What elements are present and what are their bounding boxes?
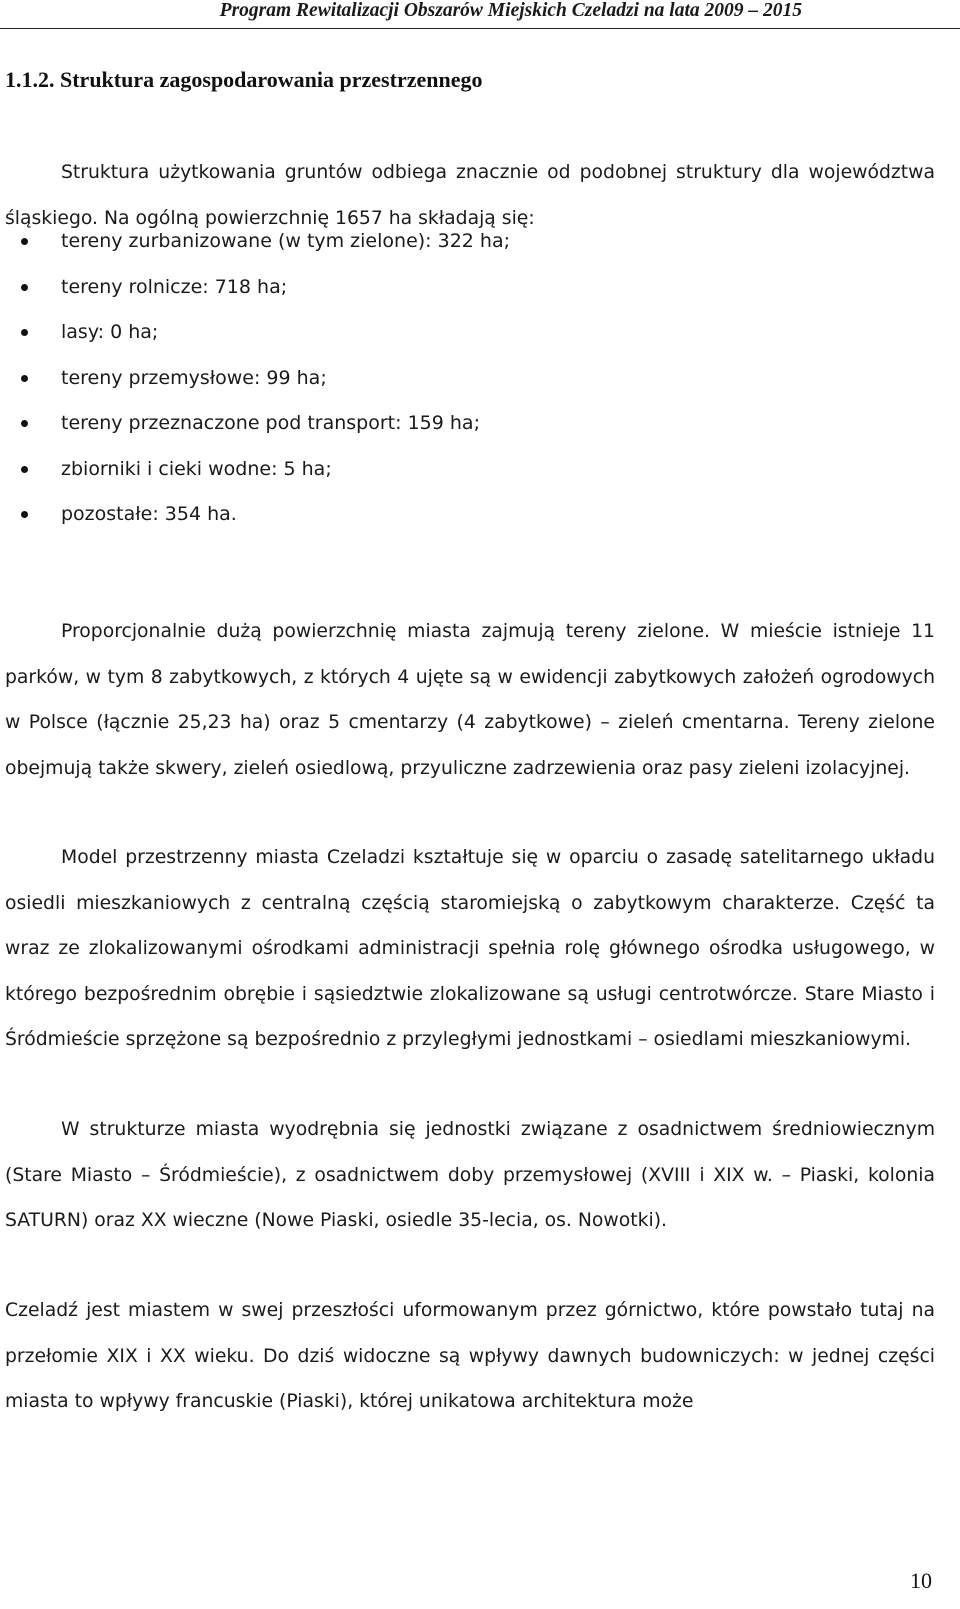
bullet-icon xyxy=(21,375,28,382)
bullet-icon xyxy=(21,329,28,336)
spatial-model-paragraph xyxy=(5,835,935,1063)
bullet-icon xyxy=(21,420,28,427)
list-item xyxy=(5,356,935,402)
list-item xyxy=(5,310,935,356)
list-item xyxy=(5,401,935,447)
list-item-text: lasy: 0 ha; xyxy=(61,321,159,343)
land-use-list xyxy=(5,219,935,538)
green-areas-paragraph xyxy=(5,609,935,791)
bullet-icon xyxy=(21,511,28,518)
list-item xyxy=(5,447,935,493)
list-item-text: zbiorniki i cieki wodne: 5 ha; xyxy=(61,457,332,480)
list-item xyxy=(5,265,935,311)
section-heading: 1.1.2. Struktura zagospodarowania przestrzennego xyxy=(5,67,483,92)
list-item-text: tereny zurbanizowane (w tym zielone): 322 ha; xyxy=(61,230,511,252)
paragraph-text: Model przestrzenny miasta Czeladzi kształtuje się w oparciu o zasadę satelitarnego układu osiedli mieszkaniowych z centralną częścią staromiejską o zabytkowym charakterze. Część ta wraz ze zlokalizowanymi ośrodkami administracji spełnia rolę głównego ośrodka usługowego, w którego bezpośrednim obrębie i sąsiedztwie zlokalizowane są usługi centrotwórcze. Stare Miasto i Śródmieście sprzężone są bezpośrednio z przyległymi jednostkami – osiedlami mieszkaniowymi. xyxy=(5,847,935,1050)
list-item-text: tereny przemysłowe: 99 ha; xyxy=(61,366,327,389)
list-item xyxy=(5,219,935,265)
list-item-text: pozostałe: 354 ha. xyxy=(61,503,237,525)
header-divider xyxy=(0,28,960,29)
bullet-icon xyxy=(21,284,28,291)
intro-text: Struktura użytkowania gruntów odbiega znacznie od podobnej struktury dla województwa śląskiego. Na ogólną powierzchnię 1657 ha składają się: xyxy=(5,162,935,229)
paragraph-text: Proporcjonalnie dużą powierzchnię miasta zajmują tereny zielone. W mieście istnieje 11 parków, w tym 8 zabytkowych, z których 4 ujęte są w ewidencji zabytkowych założeń ogrodowych w Polsce (łącznie 25,23 ha) oraz 5 cmentarzy (4 zabytkowe) – zieleń cmentarna. Tereny zielone obejmują także skwery, zieleń osiedlową, przyuliczne zadrzewienia oraz pasy zieleni izolacyjnej. xyxy=(5,621,935,779)
bullet-icon xyxy=(21,238,28,245)
list-item xyxy=(5,492,935,538)
paragraph-text: W strukturze miasta wyodrębnia się jednostki związane z osadnictwem średniowiecznym (Stare Miasto – Śródmieście), z osadnictwem doby przemysłowej (XVIII i XIX w. – Piaski, kolonia SATURN) oraz XX wieczne (Nowe Piaski, osiedle 35-lecia, os. Nowotki). xyxy=(5,1119,935,1231)
mining-history-paragraph xyxy=(5,1288,935,1425)
running-header: Program Rewitalizacji Obszarów Miejskich Czeladzi na lata 2009 – 2015 xyxy=(219,0,802,21)
list-item-text: tereny rolnicze: 718 ha; xyxy=(61,275,288,298)
bullet-icon xyxy=(21,466,28,473)
paragraph-text: Czeladź jest miastem w swej przeszłości uformowanym przez górnictwo, które powstało tutaj na przełomie XIX i XX wieku. Do dziś widoczne są wpływy dawnych budowniczych: w jednej części miasta to wpływy francuskie (Piaski), której unikatowa architektura może xyxy=(5,1300,935,1412)
list-item-text: tereny przeznaczone pod transport: 159 ha; xyxy=(61,412,480,434)
page-number: 10 xyxy=(910,1568,932,1593)
structure-units-paragraph xyxy=(5,1107,935,1244)
